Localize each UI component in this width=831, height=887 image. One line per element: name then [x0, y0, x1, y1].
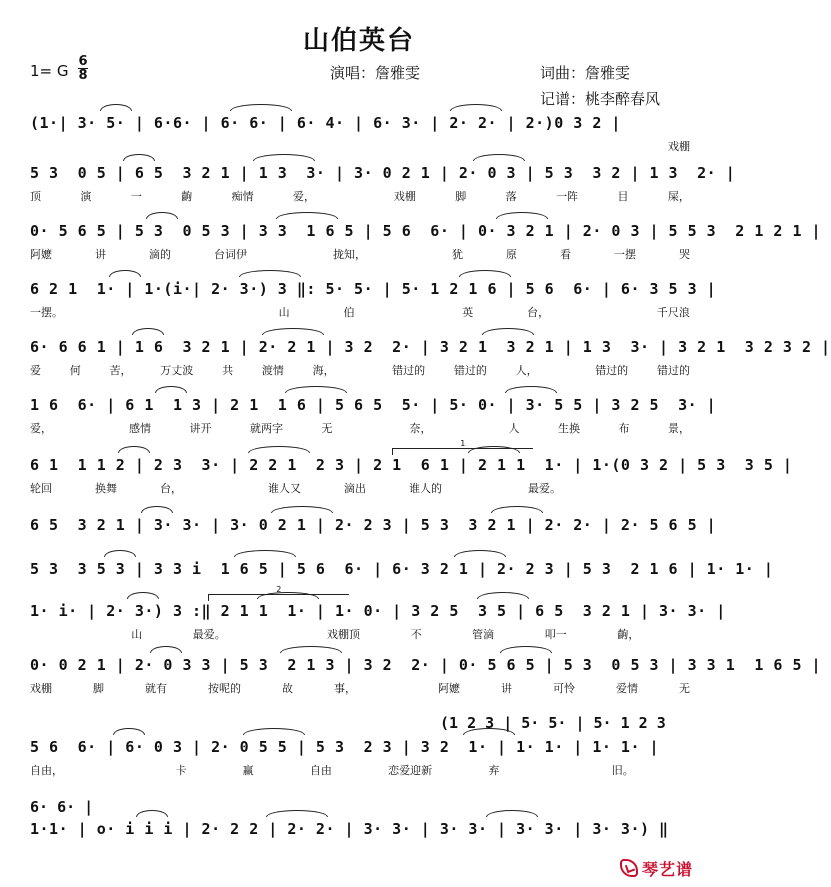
lyric-word: 感情: [129, 422, 151, 435]
lyric-word: 生换: [558, 422, 580, 435]
slur-mark: [109, 270, 141, 277]
lyric-word: 千尺浪: [656, 306, 690, 319]
lyric-word: 山: [278, 306, 290, 319]
slur-mark: [127, 592, 159, 599]
slur-mark: [276, 212, 338, 219]
lyric-word: 渡情: [261, 364, 284, 377]
slur-mark: [262, 328, 324, 335]
lyric-word: 赢: [242, 764, 254, 777]
slur-mark: [118, 446, 150, 453]
lyric-word: 讲开: [189, 422, 212, 435]
lyric-word: 卡: [175, 764, 187, 777]
slur-mark: [266, 810, 328, 817]
notator-credit: 记谱：桃李醉春风: [540, 90, 661, 108]
lyrics-row: [30, 480, 690, 496]
lyric-word: 布: [618, 422, 630, 435]
lyric-word: 原: [506, 248, 517, 261]
slur-mark: [100, 104, 132, 111]
slur-mark: [230, 104, 292, 111]
logo-icon: [620, 859, 638, 877]
lyric-word: 海，: [312, 364, 335, 377]
lyric-word: 落: [505, 190, 517, 203]
lyrics-row: [30, 762, 690, 778]
lyric-word: 事，: [334, 682, 356, 695]
volta-bracket-2: [208, 585, 349, 601]
lyric-word: 旧。: [611, 764, 634, 777]
lyric-word: 恋爱迎新: [388, 764, 433, 777]
lyric-word: 一: [130, 190, 142, 203]
logo-text: 琴艺谱: [642, 859, 694, 879]
song-title: 山伯英台: [302, 26, 415, 56]
lyric-word: 错过的: [453, 364, 487, 377]
slur-mark: [285, 386, 347, 393]
lyric-word: 看: [560, 248, 571, 261]
lyric-word: 轮回: [30, 482, 52, 495]
lyric-word: 一摆: [614, 248, 636, 261]
time-signature: [78, 56, 88, 81]
lyric-word: 可怜: [553, 682, 575, 695]
notation-row: 1 6 6· | 6 1 1 3 | 2 1 1 6 | 5 6 5 5· | 5· 0· | 3· 5 5 | 3 2 5 3· |: [30, 396, 717, 414]
lyric-word: 脚: [455, 190, 467, 203]
lyric-word: 管滴: [472, 628, 495, 641]
meter-bottom: 8: [78, 68, 88, 83]
lyric-word: 人: [508, 422, 520, 435]
slur-mark: [486, 810, 538, 817]
slur-mark: [123, 154, 155, 161]
lyric-word: 就两字: [250, 422, 283, 435]
lyric-word: 苦，: [109, 364, 132, 377]
lyric-word: 哭: [679, 248, 690, 261]
notation-row: 6 2 1 1· | 1·(i·| 2· 3·) 3 ‖: 5· 5· | 5· 1 2 1 6 | 5 6 6· | 6· 3 5 3 |: [30, 280, 717, 298]
lyric-word: 阿嬷: [438, 682, 460, 695]
lyric-word: 何: [69, 364, 81, 377]
lyric-word: 故: [282, 682, 293, 695]
slur-mark: [150, 646, 182, 653]
lyric-word: 爱情: [616, 682, 638, 695]
slur-mark: [243, 728, 305, 735]
notation-row: 0· 0 2 1 | 2· 0 3 3 | 5 3 2 1 3 | 3 2 2· | 0· 5 6 5 | 5 3 0 5 3 | 3 3 1 1 6 5 |: [30, 656, 822, 674]
lyric-word: 滴出: [344, 482, 366, 495]
site-logo: [620, 855, 715, 881]
slur-mark: [104, 550, 136, 557]
lyric-word: 齣: [181, 190, 193, 203]
lyric-word: 一摆。: [30, 306, 63, 319]
notation-row: 6 5 3 2 1 | 3· 3· | 3· 0 2 1 | 2· 2 3 | 5 3 3 2 1 | 2· 2· | 2· 5 6 5 |: [30, 516, 717, 534]
lyric-word: 戏棚顶: [326, 628, 360, 641]
lyric-word: 人，: [515, 364, 538, 377]
meter-top: 6: [78, 54, 88, 69]
slur-mark: [477, 592, 529, 599]
pickup-upper-notes: (1 2 3 | 5· 5· | 5· 1 2 3: [440, 714, 666, 732]
slur-mark: [473, 154, 525, 161]
slur-mark: [253, 154, 315, 161]
lyric-word: 演: [80, 190, 92, 203]
lyric-word: 痴情: [231, 190, 254, 203]
lyrics-row: [30, 362, 690, 378]
slur-mark: [496, 212, 548, 219]
lyric-word: 台，: [527, 306, 550, 319]
slur-mark: [280, 646, 342, 653]
lyric-word: 错过的: [392, 364, 426, 377]
lyric-word: 错过的: [595, 364, 629, 377]
lyric-word: 讲: [501, 682, 512, 695]
notation-row: (1·| 3· 5· | 6·6· | 6· 6· | 6· 4· | 6· 3· | 2· 2· | 2·)0 3 2 |: [30, 114, 621, 132]
notation-row: 1· i· | 2· 3·) 3 :‖ 2 1 1 1· | 1· 0· | 3 2 5 3 5 | 6 5 3 2 1 | 3· 3· |: [30, 602, 726, 620]
lyrics-row: [30, 138, 690, 154]
slur-mark: [113, 728, 145, 735]
lyric-word: 犹: [452, 248, 463, 261]
slur-mark: [454, 550, 506, 557]
lyric-word: 阿嬷: [30, 248, 52, 261]
lyric-word: 错过的: [656, 364, 690, 377]
slur-mark: [141, 506, 173, 513]
lyric-word: 弃: [488, 764, 500, 777]
lyrics-row: [30, 188, 690, 204]
composer-credit: 词曲：詹雅雯: [540, 64, 631, 82]
slur-mark: [482, 328, 534, 335]
slur-mark: [459, 270, 511, 277]
lyric-word: 按呢的: [208, 682, 241, 695]
lyric-word: 顶: [30, 190, 41, 203]
lyric-word: 共: [222, 364, 234, 377]
lyric-word: 景，: [668, 422, 690, 435]
lyric-word: 戏棚: [30, 682, 52, 695]
notation-row: 5 6 6· | 6· 0 3 | 2· 0 5 5 | 5 3 2 3 | 3 2 1· | 1· 1· | 1· 1· |: [30, 738, 660, 756]
lyric-word: 自由: [309, 764, 332, 777]
lyric-word: 叩一: [544, 628, 567, 641]
slur-mark: [450, 104, 502, 111]
lyric-word: 脚: [93, 682, 104, 695]
lyric-word: 拢知，: [333, 248, 366, 261]
volta-number: 2: [276, 585, 282, 594]
slur-mark: [271, 506, 333, 513]
notation-row: 6 1 1 1 2 | 2 3 3· | 2 2 1 2 3 | 2 1 6 1 | 2 1 1 1· | 1·(0 3 2 | 5 3 3 5 |: [30, 456, 793, 474]
key-signature: 1= G: [30, 62, 69, 80]
notation-row: 5 3 0 5 | 6 5 3 2 1 | 1 3 3· | 3· 0 2 1 | 2· 0 3 | 5 3 3 2 | 1 3 2· |: [30, 164, 736, 182]
lyric-word: 自由，: [30, 764, 63, 777]
lyric-word: 一阵: [556, 190, 579, 203]
slur-mark: [505, 386, 557, 393]
lyric-word: 滴的: [149, 248, 171, 261]
notation-row: 6· 6 6 1 | 1 6 3 2 1 | 2· 2 1 | 3 2 2· | 3 2 1 3 2 1 | 1 3 3· | 3 2 1 3 2 3 2 |: [30, 338, 831, 356]
lyric-word: 换舞: [95, 482, 117, 495]
slur-mark: [500, 646, 552, 653]
lyric-word: 台词伊: [214, 248, 247, 261]
lyric-word: 台，: [160, 482, 182, 495]
slur-mark: [239, 270, 301, 277]
lyric-word: 无: [321, 422, 333, 435]
slur-mark: [146, 212, 178, 219]
lyric-word: 伯: [343, 306, 355, 319]
lyric-word: 戏棚: [668, 140, 690, 153]
lyrics-row: [30, 246, 690, 262]
lyric-word: 英: [462, 306, 474, 319]
lyric-word: 爱，: [30, 422, 52, 435]
notation-row: 0· 5 6 5 | 5 3 0 5 3 | 3 3 1 6 5 | 5 6 6· | 0· 3 2 1 | 2· 0 3 | 5 5 3 2 1 2 1 |: [30, 222, 822, 240]
slur-mark: [234, 550, 296, 557]
volta-bracket-1: [392, 439, 533, 455]
slur-mark: [155, 386, 187, 393]
notation-row: 1·1· | o· i i i | 2· 2 2 | 2· 2· | 3· 3· | 3· 3· | 3· 3· | 3· 3·) ‖: [30, 820, 669, 838]
pickup-lower-notes: 6· 6· |: [30, 798, 94, 816]
slur-mark: [491, 506, 543, 513]
lyric-word: 万丈波: [160, 364, 194, 377]
lyric-word: 最爱。: [528, 482, 561, 495]
lyric-word: 齣，: [617, 628, 640, 641]
volta-number: 1: [460, 439, 466, 448]
lyrics-row: [30, 680, 690, 696]
lyric-word: 最爱。: [192, 628, 226, 641]
singer-credit: 演唱：詹雅雯: [330, 64, 421, 82]
lyric-word: 讲: [95, 248, 106, 261]
lyric-word: 谁人又: [268, 482, 301, 495]
lyric-word: 爱，: [293, 190, 316, 203]
slur-mark: [248, 446, 310, 453]
slur-mark: [136, 810, 168, 817]
lyric-word: 戏棚: [393, 190, 416, 203]
lyrics-row: [30, 626, 690, 642]
notation-row: 5 3 3 5 3 | 3 3 i 1 6 5 | 5 6 6· | 6· 3 2 1 | 2· 2 3 | 5 3 2 1 6 | 1· 1· |: [30, 560, 774, 578]
lyric-word: 不: [410, 628, 422, 641]
lyric-word: 爱: [30, 364, 41, 377]
lyric-word: 山: [131, 628, 143, 641]
lyric-word: 屎，: [667, 190, 690, 203]
lyric-word: 目: [617, 190, 629, 203]
lyric-word: 就有: [145, 682, 167, 695]
lyrics-row: [30, 304, 690, 320]
lyric-word: 无: [679, 682, 690, 695]
lyrics-row: [30, 844, 690, 860]
lyric-word: 奈，: [409, 422, 432, 435]
lyric-word: 谁人的: [409, 482, 442, 495]
slur-mark: [132, 328, 164, 335]
lyrics-row: [30, 420, 690, 436]
